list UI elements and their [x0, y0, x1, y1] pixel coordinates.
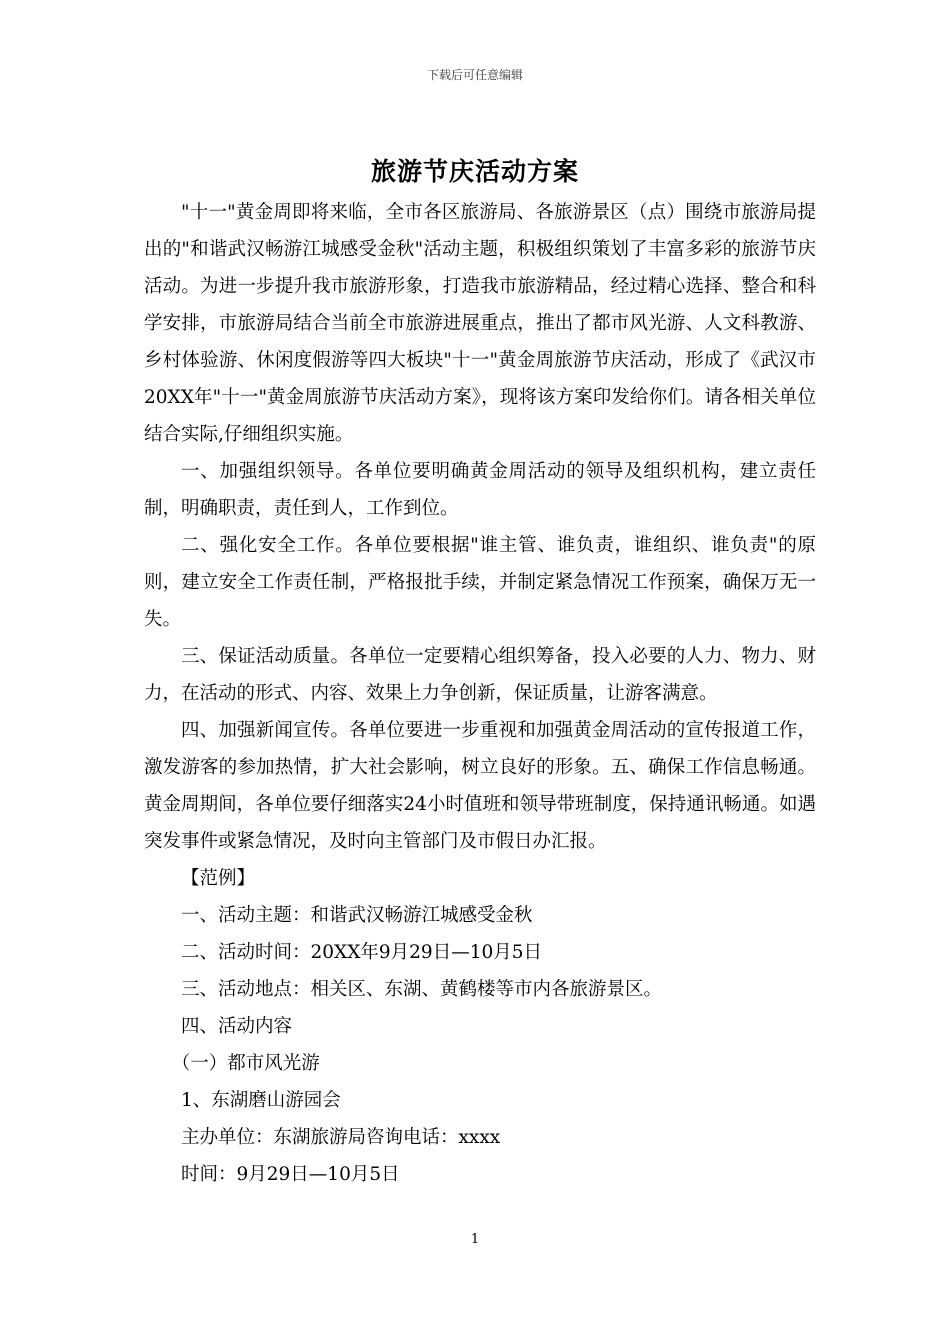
sub-heading: （一）都市风光游: [171, 1053, 320, 1074]
list-item: 四、活动内容: [181, 1016, 293, 1037]
section-paragraph: 四、加强新闻宣传。各单位要进一步重视和加强黄金周活动的宣传报道工作，激发游客的参加热情，扩大社会影响，树立良好的形象。五、确保工作信息畅通。黄金周期间，各单位要仔细落实24小时值班和领导带班制度，保持通讯畅通。如遇突发事件或紧急情况，及时向主管部门及市假日办汇报。: [144, 720, 816, 852]
intro-paragraph: "十一"黄金周即将来临，全市各区旅游局、各旅游景区（点）围绕市旅游局提出的"和谐武汉畅游江城感受金秋"活动主题，积极组织策划了丰富多彩的旅游节庆活动。为进一步提升我市旅游形象，打造我市旅游精品，经过精心选择、整合和科学安排，市旅游局结合当前全市旅游进展重点，推出了都市风光游、人文科教游、乡村体验游、休闲度假游等四大板块"十一"黄金周旅游节庆活动，形成了《武汉市20XX年"十一"黄金周旅游节庆活动方案》，现将该方案印发给你们。请各相关单位结合实际,仔细组织实施。: [144, 202, 816, 445]
section-paragraph: 二、强化安全工作。各单位要根据"谁主管、谁负责，谁组织、谁负责"的原则，建立安全工作责任制，严格报批手续，并制定紧急情况工作预案，确保万无一失。: [144, 535, 816, 630]
list-item: 三、活动地点：相关区、东湖、黄鹤楼等市内各旅游景区。: [181, 979, 663, 1000]
document-title: 旅游节庆活动方案: [370, 157, 579, 186]
example-heading: 【范例】: [181, 868, 256, 889]
list-item: 一、活动主题：和谐武汉畅游江城感受金秋: [181, 905, 533, 926]
detail-line: 主办单位：东湖旅游局咨询电话：xxxx: [181, 1127, 501, 1148]
detail-line: 1、东湖磨山游园会: [181, 1090, 341, 1111]
page-number: 1: [470, 1232, 480, 1247]
detail-line: 时间：9月29日—10月5日: [181, 1164, 400, 1185]
section-paragraph: 一、加强组织领导。各单位要明确黄金周活动的领导及组织机构，建立责任制，明确职责，责任到人，工作到位。: [144, 461, 816, 519]
list-item: 二、活动时间：20XX年9月29日—10月5日: [181, 942, 543, 963]
document-body: [144, 194, 816, 1193]
page-header-note: 下载后可任意编辑: [426, 68, 523, 82]
section-paragraph: 三、保证活动质量。各单位一定要精心组织筹备，投入必要的人力、物力、财力，在活动的形式、内容、效果上力争创新，保证质量，让游客满意。: [144, 646, 816, 704]
